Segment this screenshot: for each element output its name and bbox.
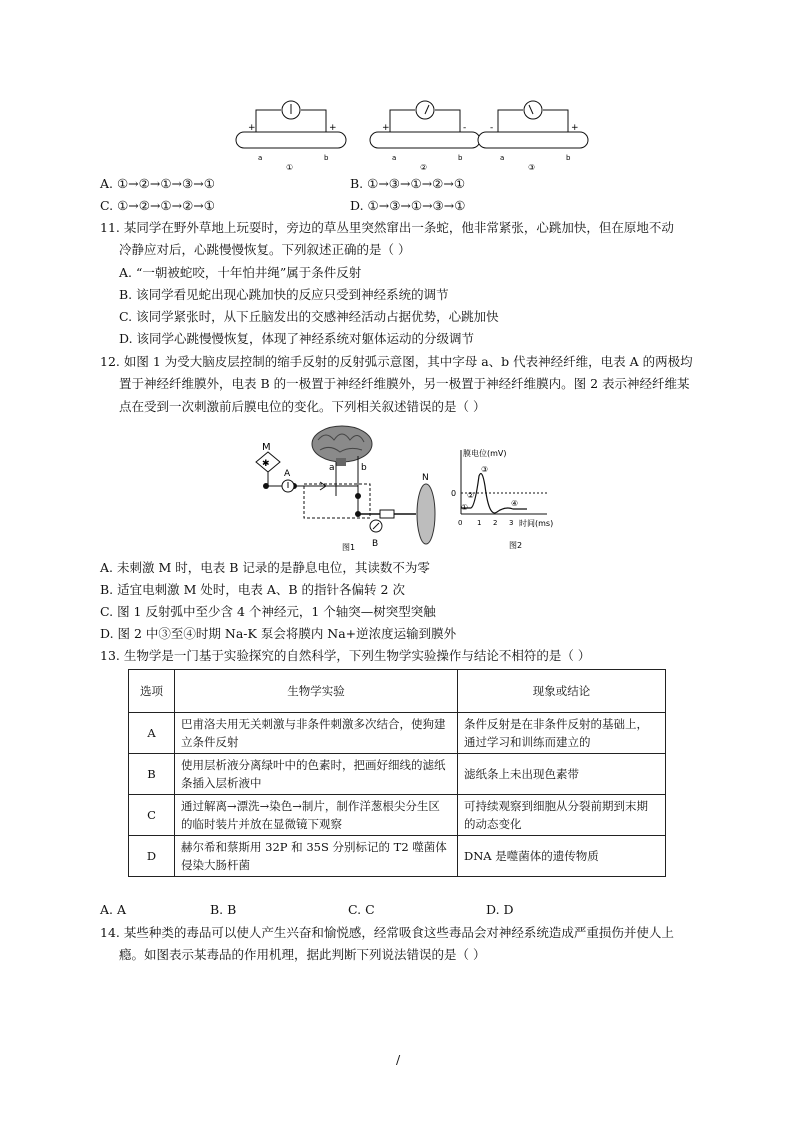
row-b-experiment: 使用层析液分离绿叶中的色素时，把画好细线的滤纸条插入层析液中 bbox=[175, 754, 458, 795]
right-sign: + bbox=[571, 123, 579, 133]
fig2-zero: 0 bbox=[451, 489, 457, 498]
fig2-point-2: ② bbox=[467, 491, 475, 500]
galvanometer-figure bbox=[230, 96, 590, 172]
point-b-label: b bbox=[458, 154, 463, 162]
q10-option-c: C. ①→②→①→②→① bbox=[100, 198, 215, 213]
fiber-b-label: b bbox=[361, 463, 367, 473]
reflex-arc-figure bbox=[248, 422, 448, 554]
row-c-experiment: 通过解离→漂洗→染色→制片，制作洋葱根尖分生区的临时装片并放在显微镜下观察 bbox=[175, 795, 458, 836]
fig2-caption: 图2 bbox=[509, 541, 523, 550]
q10-option-a: A. ①→②→①→③→① bbox=[100, 176, 215, 191]
q13-answer-d: D. D bbox=[486, 902, 514, 917]
q14-stem-line1: 14. 某些种类的毒品可以使人产生兴奋和愉悦感，经常吸食这些毒品会对神经系统造成严重损伤并使人上 bbox=[100, 925, 674, 940]
label-meter-a: A bbox=[284, 469, 291, 479]
q13-answer-c: C. C bbox=[348, 902, 375, 917]
svg-text:✱: ✱ bbox=[262, 459, 270, 469]
galvanometer-panel-2 bbox=[370, 101, 480, 172]
brain-icon bbox=[312, 426, 372, 466]
q12-stem-line3: 点在受到一次刺激前后膜电位的变化。下列相关叙述错误的是（ ） bbox=[119, 399, 486, 414]
q12-option-a: A. 未刺激 M 时，电表 B 记录的是静息电位，其读数不为零 bbox=[100, 560, 430, 575]
right-sign: + bbox=[329, 123, 337, 133]
q11-option-c: C. 该同学紧张时，从下丘脑发出的交感神经活动占据优势，心跳加快 bbox=[119, 309, 499, 324]
q12-stem-line1: 12. 如图 1 为受大脑皮层控制的缩手反射的反射弧示意图，其中字母 a、b 代表神经纤维，电表 A 的两极均 bbox=[100, 354, 693, 369]
header-option: 选项 bbox=[129, 670, 175, 713]
right-sign: - bbox=[463, 123, 467, 133]
fig2-point-3: ③ bbox=[481, 465, 489, 474]
q12-option-d: D. 图 2 中③至④时期 Na-K 泵会将膜内 Na+逆浓度运输到膜外 bbox=[100, 626, 457, 641]
table-row bbox=[129, 795, 666, 836]
point-a-label: a bbox=[258, 154, 263, 162]
panel-label: ③ bbox=[528, 163, 536, 172]
q13-stem: 13. 生物学是一门基于实验探究的自然科学，下列生物学实验操作与结论不相符的是（ ） bbox=[100, 648, 591, 663]
fig2-tick-0: 0 bbox=[458, 519, 463, 527]
fig1-caption: 图1 bbox=[342, 543, 356, 552]
row-b-option: B bbox=[129, 754, 175, 795]
panel-label: ① bbox=[286, 163, 294, 172]
fig2-tick-3: 3 bbox=[509, 519, 514, 527]
panel-label: ② bbox=[420, 163, 428, 172]
point-b-label: b bbox=[566, 154, 571, 162]
point-a-label: a bbox=[392, 154, 397, 162]
q13-table bbox=[128, 669, 666, 877]
left-sign: + bbox=[248, 123, 256, 133]
row-d-option: D bbox=[129, 836, 175, 877]
label-m: M bbox=[262, 442, 271, 453]
q11-option-b: B. 该同学看见蛇出现心跳加快的反应只受到神经系统的调节 bbox=[119, 287, 449, 302]
q13-answer-b: B. B bbox=[210, 902, 237, 917]
q10-option-b: B. ①→③→①→②→① bbox=[350, 176, 466, 191]
row-a-result: 条件反射是在非条件反射的基础上，通过学习和训练而建立的 bbox=[458, 713, 666, 754]
q10-option-d: D. ①→③→①→③→① bbox=[350, 198, 466, 213]
row-c-option: C bbox=[129, 795, 175, 836]
q13-answer-a: A. A bbox=[100, 902, 127, 917]
q11-stem-line2: 冷静应对后，心跳慢慢恢复。下列叙述正确的是（ ） bbox=[119, 242, 411, 257]
fig2-point-1: ① bbox=[461, 503, 469, 512]
galvanometer-panel-1 bbox=[236, 101, 346, 172]
row-a-option: A bbox=[129, 713, 175, 754]
table-row bbox=[129, 754, 666, 795]
page-mark: / bbox=[396, 1052, 401, 1067]
effector-n-icon bbox=[417, 484, 435, 544]
row-d-experiment: 赫尔希和蔡斯用 32P 和 35S 分别标记的 T2 噬菌体侵染大肠杆菌 bbox=[175, 836, 458, 877]
point-a-label: a bbox=[500, 154, 505, 162]
fig2-xlabel: 时间(ms) bbox=[519, 519, 554, 528]
q11-stem-line1: 11. 某同学在野外草地上玩耍时，旁边的草丛里突然窜出一条蛇，他非常紧张，心跳加快，但在原地不动 bbox=[100, 220, 674, 235]
table-row bbox=[129, 713, 666, 754]
table-header-row bbox=[129, 670, 666, 713]
label-n: N bbox=[422, 473, 429, 483]
galvanometer-panel-3 bbox=[478, 101, 588, 172]
fig2-tick-2: 2 bbox=[493, 519, 498, 527]
fiber-a-label: a bbox=[329, 463, 335, 473]
fig2-ylabel: 膜电位(mV) bbox=[463, 449, 507, 458]
row-c-result: 可持续观察到细胞从分裂前期到末期的动态变化 bbox=[458, 795, 666, 836]
row-d-result: DNA 是噬菌体的遗传物质 bbox=[458, 836, 666, 877]
header-experiment: 生物学实验 bbox=[175, 670, 458, 713]
fig2-tick-1: 1 bbox=[477, 519, 482, 527]
point-b-label: b bbox=[324, 154, 329, 162]
row-b-result: 滤纸条上未出现色素带 bbox=[458, 754, 666, 795]
table-row bbox=[129, 836, 666, 877]
fig2-point-4: ④ bbox=[511, 499, 519, 508]
membrane-potential-figure bbox=[447, 446, 559, 554]
q12-stem-line2: 置于神经纤维膜外，电表 B 的一极置于神经纤维膜外，另一极置于神经纤维膜内。图 2 表示神经纤维某 bbox=[119, 376, 690, 391]
header-result: 现象或结论 bbox=[458, 670, 666, 713]
q12-option-b: B. 适宜电刺激 M 处时，电表 A、B 的指针各偏转 2 次 bbox=[100, 582, 405, 597]
left-sign: + bbox=[382, 123, 390, 133]
row-a-experiment: 巴甫洛夫用无关刺激与非条件刺激多次结合，使狗建立条件反射 bbox=[175, 713, 458, 754]
galvanometer-icon bbox=[416, 101, 434, 119]
galvanometer-icon bbox=[524, 101, 542, 119]
q11-option-a: A. “一朝被蛇咬，十年怕井绳”属于条件反射 bbox=[119, 265, 362, 280]
receptor-m-icon bbox=[256, 452, 280, 472]
left-sign: - bbox=[490, 123, 494, 133]
q11-option-d: D. 该同学心跳慢慢恢复，体现了神经系统对躯体运动的分级调节 bbox=[119, 331, 475, 346]
q14-stem-line2: 瘾。如图表示某毒品的作用机理，据此判断下列说法错误的是（ ） bbox=[119, 947, 486, 962]
label-meter-b: B bbox=[372, 539, 379, 549]
q12-option-c: C. 图 1 反射弧中至少含 4 个神经元，1 个轴突—树突型突触 bbox=[100, 604, 436, 619]
